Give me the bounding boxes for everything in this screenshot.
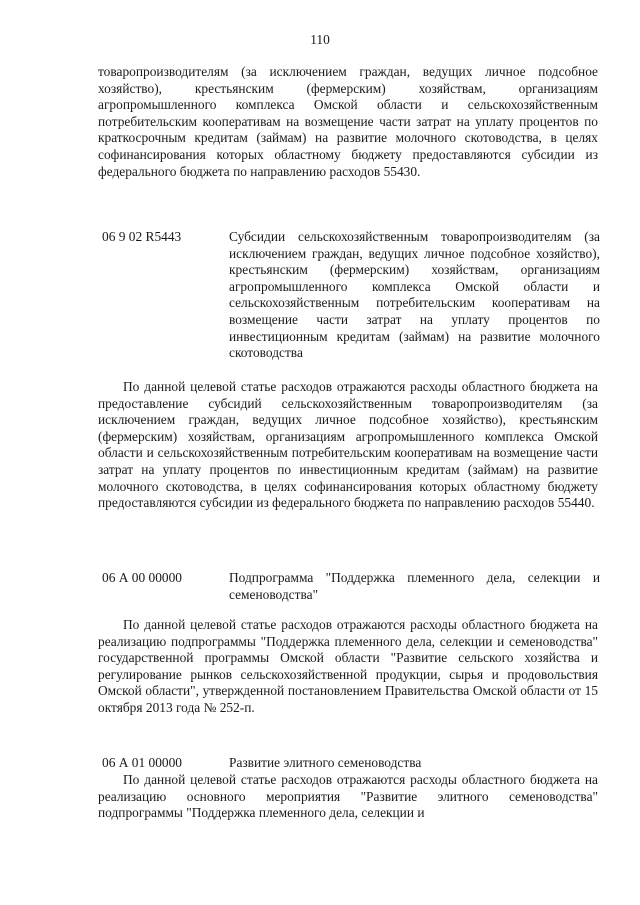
entry-code-06a0000000: 06 А 00 00000 — [102, 570, 182, 585]
entry-title-06a0000000: Подпрограмма "Поддержка племенного дела, селекции и семеноводства" — [229, 570, 600, 602]
entry-title-r5443: Субсидии сельскохозяйственным товаропроизводителям (за исключением граждан, ведущих личное подсобное хозяйство), крестьянским (фермерским) хозяйствам, организациям агропромышленного комплекса Омской области и сельскохозяйственным потребительским кооперативам на возмещение части затрат на уплату процентов по инвестиционным кредитам (займам) на развитие молочного скотоводства — [229, 229, 600, 361]
paragraph-subprogram-description: По данной целевой статье расходов отражаются расходы областного бюджета на реализацию подпрограммы "Поддержка племенного дела, селекции и семеноводства" государственной программы Омской области "Развитие сельского хозяйства и регулирование рынков сельскохозяйственной продукции, сырья и продовольствия Омской области", утвержденной постановлением Правительства Омской области от 15 октября 2013 года № 252-п. — [98, 617, 598, 715]
entry-title-06a0100000: Развитие элитного семеноводства — [229, 755, 422, 770]
entry-code-r5443: 06 9 02 R5443 — [102, 229, 182, 244]
paragraph-r5443-description: По данной целевой статье расходов отражаются расходы областного бюджета на предоставление субсидий сельскохозяйственным товаропроизводителям (за исключением граждан, ведущих личное подсобное хозяйство), крестьянским (фермерским) хозяйствам, организациям агропромышленного комплекса Омской области и сельскохозяйственным потребительским кооперативам на возмещение части затрат на уплату процентов по инвестиционным кредитам (займам) на развитие молочного скотоводства, в целях софинансирования которых областному бюджету предоставляются субсидии из федерального бюджета по направлению расходов 55440. — [98, 379, 598, 511]
page-number: 110 — [310, 32, 330, 47]
paragraph-elite-seed-description: По данной целевой статье расходов отражаются расходы областного бюджета на реализацию основного мероприятия "Развитие элитного семеноводства" подпрограммы "Поддержка племенного дела, селекции и — [98, 772, 598, 821]
paragraph-continued-text: товаропроизводителям (за исключением граждан, ведущих личное подсобное хозяйство), крестьянским (фермерским) хозяйствам, организациям агропромышленного комплекса Омской области и сельскохозяйственным потребительским кооперативам на возмещение части затрат на уплату процентов по краткосрочным кредитам (займам) на развитие молочного скотоводства, в целях софинансирования которых областному бюджету предоставляются субсидии из федерального бюджета по направлению расходов 55430. — [98, 64, 598, 179]
entry-code-06a0100000: 06 А 01 00000 — [102, 755, 182, 770]
